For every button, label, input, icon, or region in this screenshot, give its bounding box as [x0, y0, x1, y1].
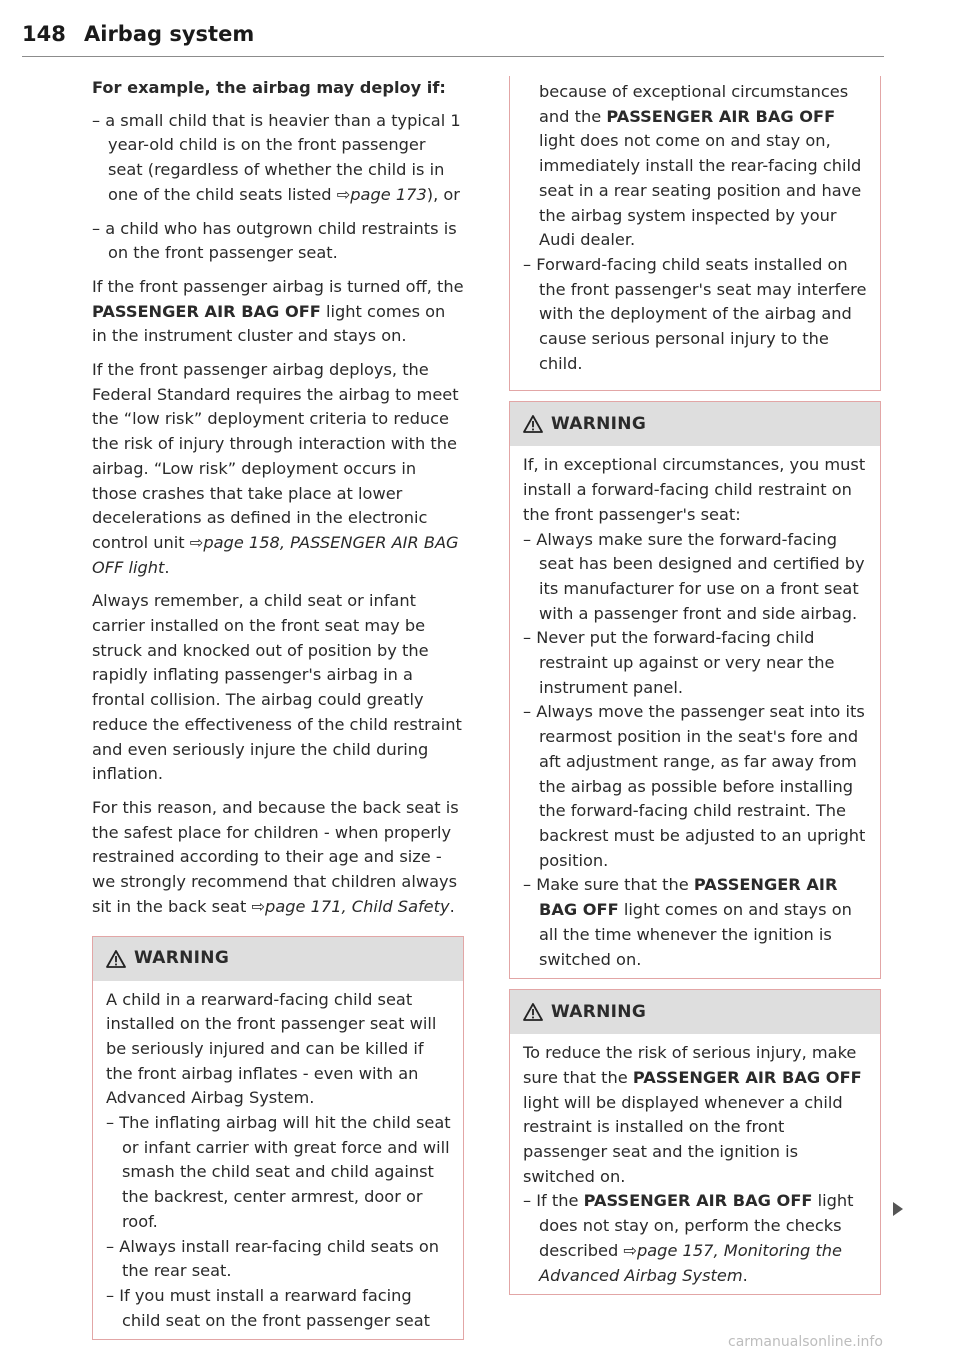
page-ref-link[interactable]: page 171, Child Safety — [265, 896, 450, 916]
paragraph: If the front passenger airbag is turned off, the PASSENGER AIR BAG OFF light comes on in the instrument cluster and stays on. — [92, 276, 464, 346]
deploy-list — [92, 109, 464, 266]
page-ref-link[interactable]: page 157, Monitoring the Advanced Airbag System — [539, 1240, 843, 1285]
list-item: – Make sure that the PASSENGER AIR BAG OFF light comes on and stays on all the time whenever the ignition is switched on. — [523, 875, 852, 969]
warning-body — [510, 1034, 880, 1294]
list-item: – The inflating airbag will hit the child seat or infant carrier with great force and will smash the child seat and child against the backrest, center armrest, door or roof. — [106, 1113, 451, 1231]
list-item: – Forward-facing child seats installed on the front passenger's seat may interfere with the deployment of the airbag and cause serious personal injury to the child. — [523, 254, 867, 373]
warning-title: WARNING — [551, 1001, 647, 1022]
left-column — [92, 76, 464, 1340]
arrow-ref-icon: ⇨ — [336, 184, 351, 204]
warning-triangle-icon — [523, 1003, 543, 1021]
warning-body — [93, 981, 463, 1340]
warning-title: WARNING — [551, 414, 647, 435]
list-item: – Always move the passenger seat into its rearmost position in the seat's fore and aft adjustment range, as far away from the airbag as possible before installing the forward-facing child restraint. The backrest must be adjusted to an upright position. — [523, 702, 866, 870]
warning-triangle-icon — [523, 415, 543, 433]
page-header — [22, 22, 884, 57]
paragraph: If the front passenger airbag deploys, the Federal Standard requires the airbag to meet the “low risk” deployment criteria to reduce the risk of injury through interaction with the airbag. “Low risk” deployment occurs in those crashes that take place at lower decelerations as defined in the electronic control unit ⇨page 158, PASSENGER AIR BAG OFF light. — [92, 360, 459, 577]
deploy-lead: For example, the airbag may deploy if: — [92, 78, 446, 97]
list-item: – If the PASSENGER AIR BAG OFF light does not stay on, perform the checks described ⇨page 157, Monitoring the Advanced Airbag System. — [523, 1191, 854, 1285]
warning-title: WARNING — [134, 948, 230, 969]
warning-header — [93, 937, 463, 981]
list-item: – Never put the forward-facing child restraint up against or very near the instrument panel. — [523, 628, 835, 697]
paragraph: Always remember, a child seat or infant carrier installed on the front seat may be struck and knocked out of position by the rapidly inflating passenger's airbag in a frontal collision. The airbag could greatly reduce the effectiveness of the child restraint and even seriously injure the child during inflation. — [92, 591, 462, 784]
warning-header — [510, 402, 880, 446]
warning-text: because of exceptional circumstances and the PASSENGER AIR BAG OFF light does not come on and stay on, immediately install the rear-facing child seat in a rear seating position and have the airbag system inspected by your Audi dealer. — [539, 82, 862, 250]
section-title: Airbag system — [84, 22, 255, 46]
list-item: – Always make sure the forward-facing seat has been designed and certified by its manufacturer for use on a front seat with a passenger front and side airbag. — [523, 529, 865, 623]
arrow-ref-icon: ⇨ — [623, 1240, 637, 1260]
warning-box — [509, 989, 881, 1295]
list-item: – a child who has outgrown child restraints is on the front passenger seat. — [92, 218, 457, 263]
warning-header — [510, 990, 880, 1034]
footer-watermark: carmanualsonline.info — [728, 1334, 883, 1350]
list-item: – Always install rear-facing child seats on the rear seat. — [106, 1236, 440, 1281]
arrow-ref-icon: ⇨ — [251, 896, 266, 916]
warning-text: To reduce the risk of serious injury, make sure that the PASSENGER AIR BAG OFF light will be displayed whenever a child restraint is installed on the front passenger seat and the ignition is switched on. — [523, 1043, 862, 1186]
page-ref-link[interactable]: page 173 — [350, 184, 427, 204]
warning-box — [92, 936, 464, 1341]
right-column — [509, 76, 881, 1295]
warning-text: A child in a rearward-facing child seat installed on the front passenger seat will be seriously injured and can be killed if the front airbag inflates - even with an Advanced Airbag System. — [106, 989, 437, 1108]
continue-arrow-icon — [893, 1202, 903, 1216]
page-number: 148 — [22, 22, 66, 46]
arrow-ref-icon: ⇨ — [189, 532, 204, 552]
warning-box — [509, 401, 881, 979]
warning-text: If, in exceptional circumstances, you must install a forward-facing child restraint on the front passenger's seat: — [523, 455, 866, 524]
warning-triangle-icon — [106, 950, 126, 968]
warning-continuation — [509, 76, 881, 391]
warning-body — [510, 446, 880, 978]
list-item: – If you must install a rearward facing child seat on the front passenger seat — [106, 1285, 431, 1330]
page-ref-link[interactable]: page 158, PASSENGER AIR BAG OFF light — [92, 532, 459, 577]
paragraph: For this reason, and because the back seat is the safest place for children - when properly restrained according to their age and size - we strongly recommend that children always sit in the back seat ⇨page 171, Child Safety. — [92, 797, 459, 916]
list-item: – a small child that is heavier than a typical 1 year-old child is on the front passenger seat (regardless of whether the child is in one of the child seats listed ⇨page 173), or — [92, 110, 461, 204]
